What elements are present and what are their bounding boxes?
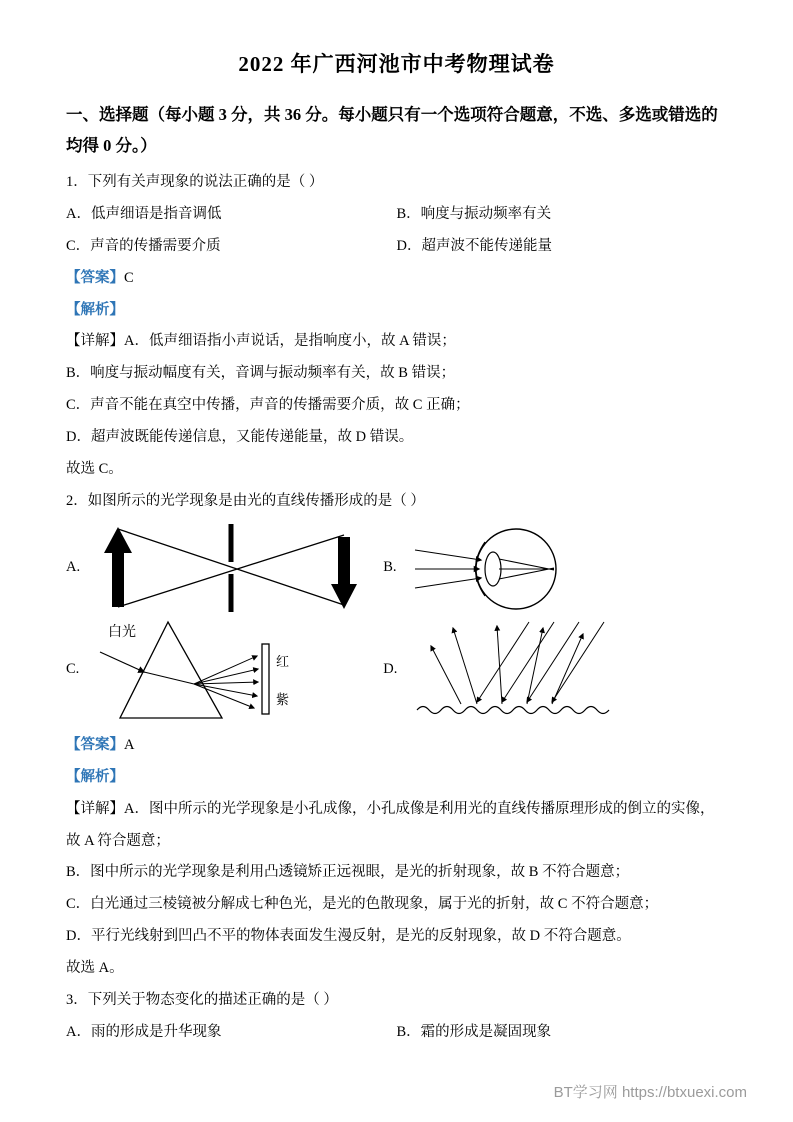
rough-surface [417, 706, 609, 713]
q2-detail-c: C．白光通过三棱镜被分解成七种色光，是光的色散现象，属于光的折射，故 C 不符合题意； [66, 896, 659, 913]
q1-detail-b: B．响度与振动幅度有关，音调与振动频率有关，故 B 错误； [66, 365, 456, 382]
q2-analysis-line [66, 762, 727, 794]
figure-cell-b [383, 522, 727, 614]
q2-detail-d: D．平行光线射到凹凸不平的物体表面发生漫反射，是光的反射现象，故 D 不符合题意。 [66, 928, 631, 945]
q1-stem: 1．下列有关声现象的说法正确的是（ ） [66, 174, 324, 191]
reflected-scattered-rays [431, 626, 583, 704]
dispersed-rays [194, 656, 258, 708]
q2-analysis-label: 【解析】 [66, 768, 124, 785]
q1-detail-a: 【详解】A．低声细语指小声说话，是指响度小，故 A 错误； [66, 333, 456, 350]
figure-cell-a [66, 522, 383, 614]
q1-option-c: C．声音的传播需要介质 [66, 237, 221, 254]
q1-detail-d: D．超声波既能传递信息，又能传递能量，故 D 错误。 [66, 429, 414, 446]
diffuse-reflection-diagram [411, 620, 626, 720]
internal-ray [144, 672, 194, 684]
incident-ray [100, 652, 144, 672]
document-title: 2022 年广西河池市中考物理试卷 [238, 52, 555, 76]
q3-stem: 3．下列关于物态变化的描述正确的是（ ） [66, 991, 338, 1008]
incoming-light-rays [415, 550, 481, 588]
figure-b-label: B. [383, 559, 397, 576]
q3-option-a: A．雨的形成是升华现象 [66, 1023, 222, 1040]
q1-option-d: D．超声波不能传递能量 [396, 237, 552, 254]
q2-detail-a: 【详解】A．图中所示的光学现象是小孔成像，小孔成像是利用光的直线传播原理形成的倒立的实像，故 A 符合题意； [66, 800, 715, 849]
q1-option-a: A．低声细语是指音调低 [66, 205, 222, 222]
q3-option-b: B．霜的形成是凝固现象 [396, 1023, 552, 1040]
watermark-footer: BT学习网 https://btxuexi.com [553, 1084, 747, 1101]
q3-options-row-1 [66, 1017, 727, 1049]
q1-option-b: B．响度与振动频率有关 [396, 205, 552, 222]
white-light-label: 白光 [108, 624, 136, 640]
q2-answer-label: 【答案】 [66, 736, 124, 753]
incident-parallel-rays [477, 622, 604, 702]
q1-answer-line [66, 263, 727, 295]
q2-figures [66, 522, 727, 726]
q1-options-row-2 [66, 231, 727, 263]
q2-answer-line [66, 730, 727, 762]
figure-cell-c [66, 614, 383, 726]
figure-d-label: D. [383, 661, 398, 678]
prism-dispersion-diagram [94, 614, 309, 726]
q1-conclusion: 故选 C。 [66, 461, 123, 478]
refracted-rays [499, 559, 554, 579]
q1-options-row-1 [66, 199, 727, 231]
pinhole-imaging-diagram [94, 523, 374, 613]
q1-detail-c: C．声音不能在真空中传播，声音的传播需要介质，故 C 正确； [66, 397, 470, 414]
q1-answer-label: 【答案】 [66, 269, 124, 286]
q2-stem: 2．如图所示的光学现象是由光的直线传播形成的是（ ） [66, 492, 425, 509]
q2-conclusion: 故选 A。 [66, 960, 124, 977]
figure-cell-d [383, 614, 727, 726]
purple-label: 紫 [276, 691, 290, 707]
q2-answer-value: A [124, 736, 135, 753]
object-up-arrow [104, 527, 132, 607]
figure-c-label: C. [66, 661, 80, 678]
screen [262, 644, 269, 714]
q1-analysis-line [66, 295, 727, 327]
q2-detail-b: B．图中所示的光学现象是利用凸透镜矫正远视眼，是光的折射现象，故 B 不符合题意； [66, 864, 630, 881]
red-label: 红 [276, 653, 290, 669]
q1-answer-value: C [124, 269, 134, 286]
image-down-arrow [331, 537, 357, 609]
figure-a-label: A. [66, 559, 81, 576]
eye-lens-diagram [411, 522, 586, 614]
section-one-heading: 一、选择题（每小题 3 分，共 36 分。每小题只有一个选项符合题意，不选、多选或错选的均得 0 分。） [66, 105, 718, 155]
crystalline-lens [485, 552, 501, 586]
q1-analysis-label: 【解析】 [66, 301, 124, 318]
